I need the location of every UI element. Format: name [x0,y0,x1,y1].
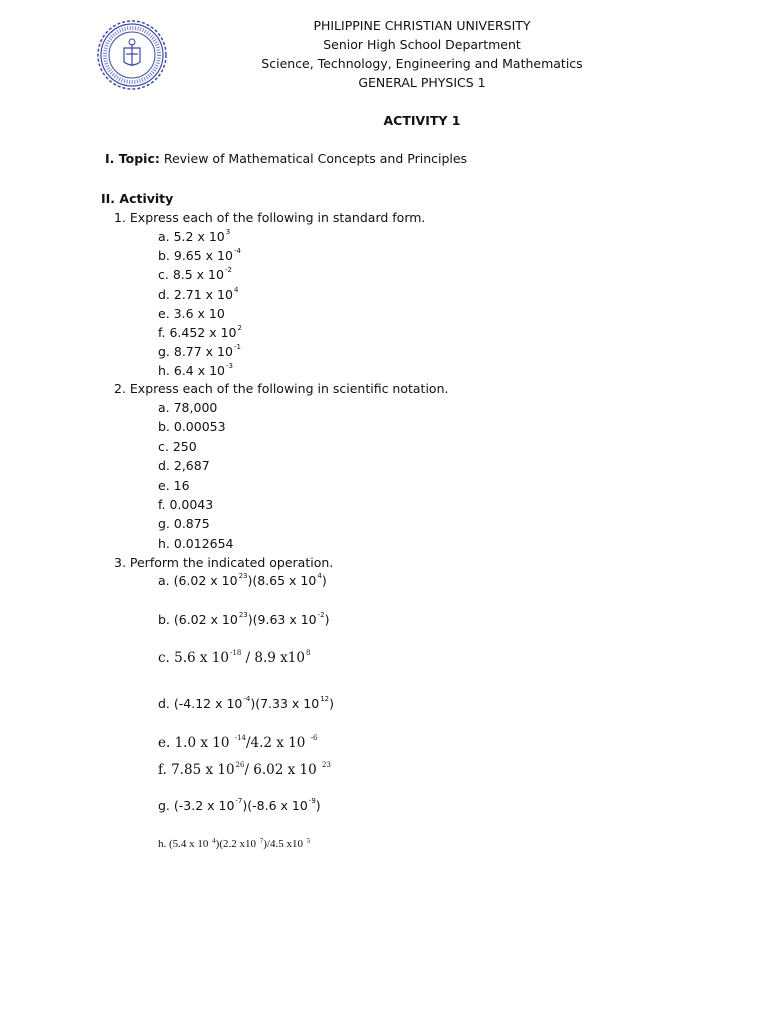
q2-item: b. 0.00053 [158,419,226,435]
q2-item: f. 0.0043 [158,497,214,512]
q1-item: a. 5.2 x $10^3$ [158,228,231,244]
q3-item-f: f. 7.85 x $10^{26}/$ 6.02 x 10 $^{23}$ [158,761,331,778]
q2-item: a. 78,000 [158,400,218,415]
q3-item-d: d. (-4.12 x $10^{-4})(7.33$ x $10^{12}$) [158,695,334,711]
subject-name: GENERAL PHYSICS 1 [358,75,486,90]
topic-text: Review of Mathematical Concepts and Principles [163,151,468,166]
q2-item: g. 0.875 [158,516,210,532]
q1-item: e. 3.6 x 10 [158,305,225,321]
university-name: PHILIPPINE CHRISTIAN UNIVERSITY [313,18,531,33]
q1-item: g. 8.77 x $10^{-1}$ [158,343,241,360]
strand-name: Science, Technology, Engineering and Mathematics [261,56,583,71]
q2-item: e. 16 [158,477,190,493]
q1-item: f. 6.452 x $10^2$ [158,324,242,340]
topic-line [105,151,467,166]
q3-prompt: 3. Perform the indicated operation. [114,555,334,570]
q1-item: h. 6.4 x $10^{-3}$ [158,362,233,379]
q1-item: d. 2.71 x $10^4$ [158,285,239,302]
q3-item-h: h. (5.4 x 10 $^4$)(2.2 x10 $^7$)/4.5 x10 $^5$ [158,837,311,850]
activity-title: ACTIVITY 1 [383,113,461,128]
q1-item: c. 8.5 x $10^{-2}$ [158,266,232,283]
topic-label: I. Topic: [105,151,160,166]
activity-heading: II. Activity [101,191,174,206]
q1-prompt: 1. Express each of the following in standard form. [114,210,426,225]
q3-item-c: c. 5.6 x $10^{-18} / 8.9$ $x10^8$ [158,649,311,666]
department-name: Senior High School Department [323,37,521,52]
q1-item: b. 9.65 x $10^{-4}$ [158,247,241,264]
q3-item-e: e. 1.0 x 10 $^{-14}$/4.2 x 10 $^{-6}$ [158,734,318,751]
q3-item-g: g. (-3.2 x $10^{-7})(-8.6$ x $10^{-9}$) [158,797,321,813]
q3-item-a: a. (6.02 x $10^{23})(8.65$ x $10^4$) [158,572,327,588]
q2-prompt: 2. Express each of the following in scientific notation. [114,381,449,396]
q2-item: c. 250 [158,438,197,454]
q2-item: h. 0.012654 [158,535,234,551]
q2-item: d. 2,687 [158,458,210,474]
q3-item-b: b. (6.02 x $10^{23})(9.63$ x $10^{-2}$) [158,611,330,627]
